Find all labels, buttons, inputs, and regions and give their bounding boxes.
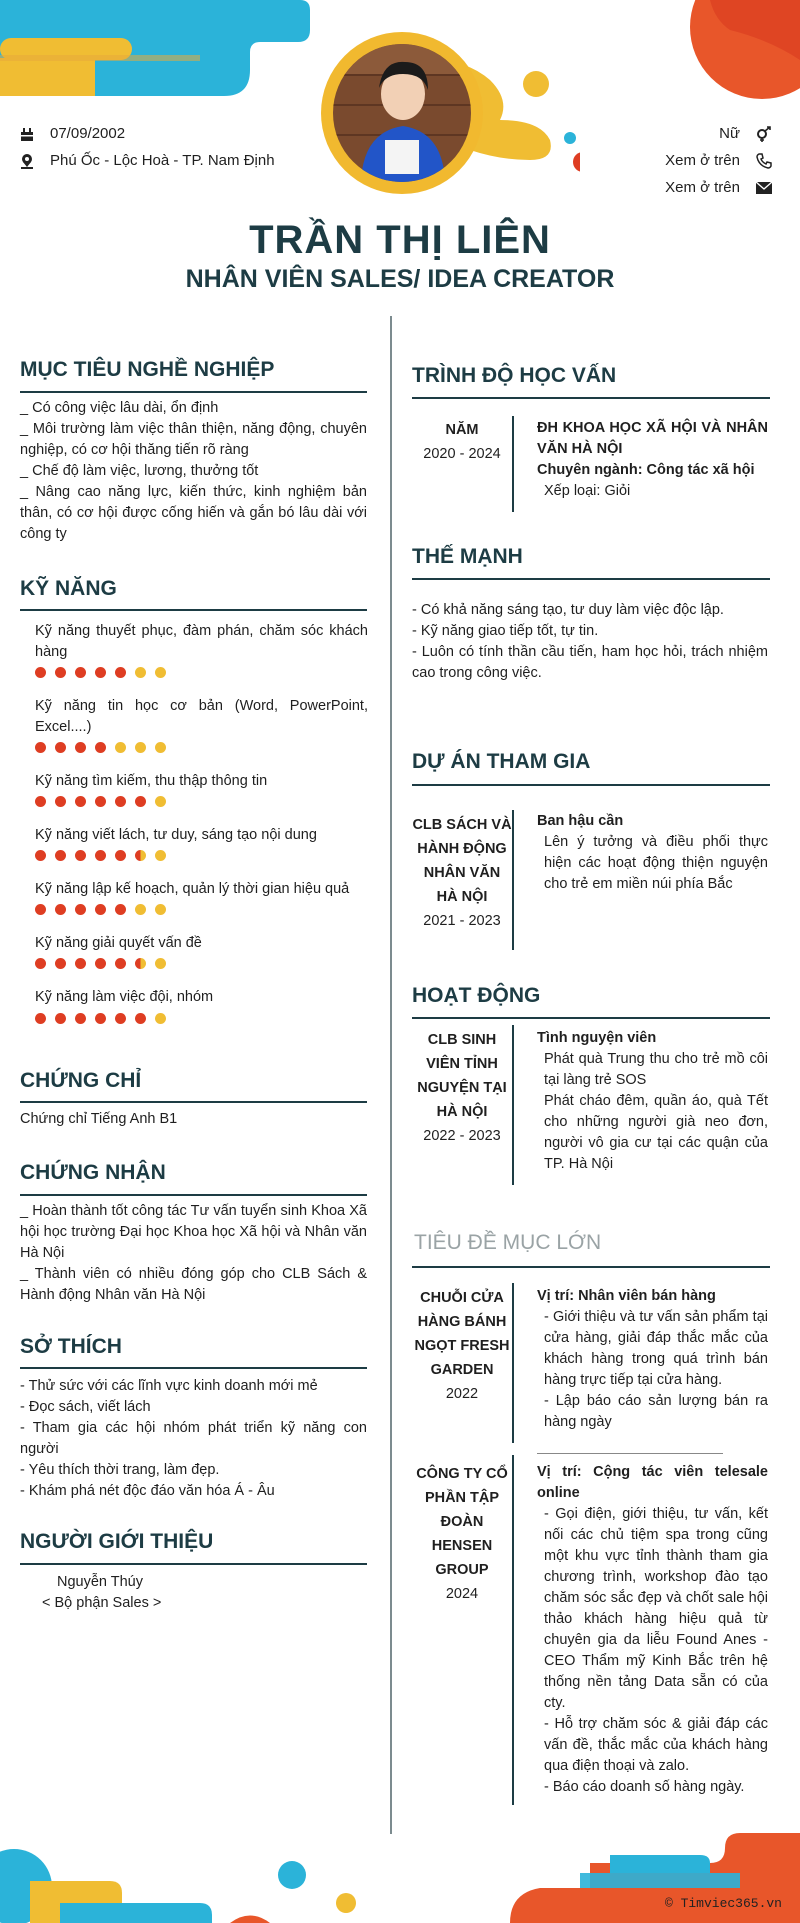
skill-rating-dot — [75, 742, 86, 753]
skill-rating — [35, 904, 166, 915]
certificates-title: CHỨNG CHỈ — [20, 1069, 142, 1092]
calendar-icon — [20, 126, 34, 142]
contact-right — [665, 120, 772, 201]
skill-rating-dot — [55, 958, 66, 969]
education-timeline-bar — [512, 416, 514, 512]
projects-rule — [412, 784, 770, 786]
skill-rating-dot — [55, 667, 66, 678]
skill-rating — [35, 796, 166, 807]
birthday-row — [20, 120, 275, 147]
skill-rating-dot — [155, 742, 166, 753]
activities-left — [412, 1028, 512, 1148]
candidate-role: NHÂN VIÊN SALES/ IDEA CREATOR — [185, 265, 615, 293]
skill-rating-dot — [55, 904, 66, 915]
skill-rating-dot — [135, 667, 146, 678]
job2-desc: - Gọi điện, giới thiệu, tư vấn, kết nối các chủ tiệm spa trong cũng một khu vực tỉnh thành tham gia chương trình, workshop đào tạo chăm sóc sắc đẹp và chốt sale hội thảo khách hàng hiệu quả từ chuyên gia da liễu Found Anes - CEO Thẩm mỹ Kinh Bắc trên hệ thống nền tảng Data sẵn có của cty. - Hỗ trợ chăm sóc & giải đáp các vấn đề, thắc mắc của khách hàng qua điện thoại và zalo. - Báo cáo doanh số hàng ngày. — [544, 1506, 768, 1795]
phone: Xem ở trên — [665, 151, 740, 169]
skill-rating-dot — [115, 850, 126, 861]
bottom-left-decoration — [0, 1833, 380, 1923]
education-details — [537, 418, 768, 502]
job2-org: CÔNG TY CỔ PHẦN TẬP ĐOÀN HENSEN GROUP — [416, 1466, 508, 1578]
activities-rule — [412, 1017, 770, 1019]
job2-position: Vị trí: Cộng tác viên telesale online — [537, 1464, 768, 1501]
skill-rating — [35, 742, 166, 753]
birthday: 07/09/2002 — [50, 124, 126, 142]
activities-org: CLB SINH VIÊN TỈNH NGUYỆN TẠI HÀ NỘI — [417, 1032, 507, 1120]
job1-year: 2022 — [445, 1386, 479, 1402]
activities-timeline-bar — [512, 1025, 514, 1185]
activities-years: 2022 - 2023 — [423, 1128, 501, 1144]
projects-org: CLB SÁCH VÀ HÀNH ĐỘNG NHÂN VĂN HÀ NỘI — [412, 817, 512, 905]
skill-rating-dot — [115, 958, 126, 969]
awards-title: CHỨNG NHẬN — [20, 1161, 166, 1184]
skill-label: Kỹ năng lập kế hoạch, quản lý thời gian hiệu quả — [35, 881, 350, 897]
job1-left — [412, 1286, 512, 1406]
skill-label: Kỹ năng giải quyết vấn đề — [35, 935, 202, 951]
skill-rating-dot — [55, 850, 66, 861]
job1-position: Vị trí: Nhân viên bán hàng — [537, 1288, 716, 1304]
skill-rating-dot — [75, 667, 86, 678]
education-years — [412, 418, 512, 466]
skill-rating-dot — [155, 1013, 166, 1024]
skill-rating-dot — [75, 904, 86, 915]
skill-rating-dot — [95, 904, 106, 915]
experience-title: TIÊU ĐỀ MỤC LỚN — [414, 1231, 602, 1254]
activities-details — [537, 1028, 768, 1175]
activities-title: HOẠT ĐỘNG — [412, 984, 541, 1007]
skill-rating-dot — [75, 958, 86, 969]
skill-rating-dot — [95, 742, 106, 753]
skill-rating-dot — [135, 742, 146, 753]
skill-rating-dot — [115, 667, 126, 678]
skill-rating-dot — [35, 667, 46, 678]
strengths-text: - Có khả năng sáng tạo, tư duy làm việc độc lập. - Kỹ năng giao tiếp tốt, tự tin. - Luôn có tính thần cầu tiến, ham học hỏi, trách nhiệm cao trong công việc. — [412, 602, 768, 681]
skill-rating-dot — [95, 667, 106, 678]
skill-rating-dot — [95, 1013, 106, 1024]
skill-rating-dot — [75, 1013, 86, 1024]
references-title: NGƯỜI GIỚI THIỆU — [20, 1530, 214, 1553]
skill-rating-dot — [55, 742, 66, 753]
projects-title: DỰ ÁN THAM GIA — [412, 750, 591, 773]
skill-rating-dot — [135, 796, 146, 807]
mail-icon — [756, 180, 772, 196]
top-right-decoration — [670, 0, 800, 100]
reference-name: Nguyễn Thúy — [57, 1574, 143, 1590]
skill-rating-dot — [35, 796, 46, 807]
hobbies-text: - Thử sức với các lĩnh vực kinh doanh mới mẻ - Đọc sách, viết lách - Tham gia các hội nhóm phát triển kỹ năng con người - Yêu thích thời trang, làm đẹp. - Khám phá nét độc đáo văn hóa Á - Âu — [20, 1378, 367, 1499]
column-divider — [390, 316, 392, 1834]
job2-year: 2024 — [445, 1586, 479, 1602]
skill-label: Kỹ năng tìm kiếm, thu thập thông tin — [35, 773, 268, 789]
references-rule — [20, 1563, 367, 1565]
skill-rating-dot — [155, 850, 166, 861]
skill-rating-dot — [115, 742, 126, 753]
skill-label: Kỹ năng viết lách, tư duy, sáng tạo nội dung — [35, 827, 317, 843]
education-school: ĐH KHOA HỌC XÃ HỘI VÀ NHÂN VĂN HÀ NỘI — [537, 420, 768, 457]
hobbies-rule — [20, 1367, 367, 1369]
skill-rating-dot — [155, 904, 166, 915]
job2-left — [412, 1462, 512, 1606]
avatar-ring — [321, 32, 483, 194]
skill-rating-dot — [35, 850, 46, 861]
job1-desc: - Giới thiệu và tư vấn sản phẩm tại cửa hàng, giải đáp thắc mắc của khách hàng trong quá trình bán hàng trực tiếp tại cửa hàng. - Lập báo cáo sản lượng bán ra hàng ngày — [544, 1309, 768, 1430]
skill-rating — [35, 958, 166, 969]
experience-rule — [412, 1266, 770, 1268]
projects-details — [537, 811, 768, 895]
skill-rating-dot — [75, 796, 86, 807]
skill-rating-dot — [95, 850, 106, 861]
strengths-rule — [412, 578, 770, 580]
phone-row — [665, 147, 772, 174]
job2-timeline-bar — [512, 1455, 514, 1805]
email-row — [665, 174, 772, 201]
awards-rule — [20, 1194, 367, 1196]
gender-row — [665, 120, 772, 147]
candidate-name: TRẦN THỊ LIÊN — [249, 218, 551, 262]
certificates-rule — [20, 1101, 367, 1103]
skill-rating-dot — [155, 796, 166, 807]
phone-icon — [756, 153, 772, 169]
projects-position: Ban hậu cần — [537, 813, 624, 829]
skills-rule — [20, 609, 367, 611]
education-title: TRÌNH ĐỘ HỌC VẤN — [412, 364, 617, 387]
gender: Nữ — [719, 124, 740, 142]
skill-rating — [35, 667, 166, 678]
projects-desc: Lên ý tưởng và điều phối thực hiện các hoạt động thiện nguyện cho trẻ em miền núi phía Bắc — [544, 834, 768, 892]
email: Xem ở trên — [665, 178, 740, 196]
objective-text: _ Có công việc lâu dài, ổn định _ Môi trường làm việc thân thiện, năng động, chuyên nghiệp, có cơ hội thăng tiến rõ ràng _ Chế độ làm việc, lương, thưởng tốt _ Nâng cao năng lực, kiến thức, kinh nghiệm bản thân, có cơ hội được cống hiến và gắn bó lâu dài với công ty — [20, 400, 367, 542]
education-year-head: NĂM — [445, 422, 479, 438]
job-separator — [537, 1453, 723, 1454]
job1-details — [537, 1286, 768, 1433]
projects-years: 2021 - 2023 — [423, 913, 501, 929]
skill-rating-dot — [95, 796, 106, 807]
objective-rule — [20, 391, 367, 393]
activities-desc: Phát quà Trung thu cho trẻ mồ côi tại làng trẻ SOS Phát cháo đêm, quần áo, quà Tết cho những người già neo đơn, người vô gia cư tại các quận của TP. Hà Nội — [544, 1051, 768, 1172]
skill-rating-dot — [135, 958, 146, 969]
certificates-text: Chứng chỉ Tiếng Anh B1 — [20, 1111, 178, 1127]
gender-icon — [756, 126, 772, 142]
contact-left — [20, 120, 275, 174]
skill-label: Kỹ năng tin học cơ bản (Word, PowerPoint, Excel....) — [35, 698, 368, 735]
skill-rating-dot — [95, 958, 106, 969]
skill-rating-dot — [115, 796, 126, 807]
skill-rating-dot — [135, 850, 146, 861]
skill-label: Kỹ năng thuyết phục, đàm phán, chăm sóc khách hàng — [35, 623, 368, 660]
address: Phú Ốc - Lộc Hoà - TP. Nam Định — [50, 151, 275, 169]
strengths-title: THẾ MẠNH — [412, 545, 523, 568]
avatar-photo — [333, 44, 471, 182]
skill-rating-dot — [115, 904, 126, 915]
skill-rating-dot — [35, 958, 46, 969]
footer-brand: © Timviec365.vn — [664, 1896, 782, 1911]
job1-org: CHUỖI CỬA HÀNG BÁNH NGỌT FRESH GARDEN — [414, 1290, 510, 1378]
skill-label: Kỹ năng làm việc đội, nhóm — [35, 989, 214, 1005]
education-grade: Xếp loại: Giỏi — [544, 483, 631, 499]
skill-rating-dot — [55, 1013, 66, 1024]
top-left-decoration — [0, 0, 310, 100]
job1-timeline-bar — [512, 1283, 514, 1443]
awards-text: _ Hoàn thành tốt công tác Tư vấn tuyển sinh Khoa Xã hội học trường Đại học Khoa học Xã hội và Nhân văn Hà Nội _ Thành viên có nhiều đóng góp cho CLB Sách & Hành động Nhân văn Hà Nội — [20, 1203, 367, 1303]
education-year-range: 2020 - 2024 — [423, 446, 501, 462]
skill-rating — [35, 850, 166, 861]
education-major: Chuyên ngành: Công tác xã hội — [537, 462, 755, 478]
projects-left — [412, 813, 512, 933]
skill-rating — [35, 1013, 166, 1024]
skill-rating-dot — [35, 904, 46, 915]
hobbies-title: SỞ THÍCH — [20, 1335, 122, 1358]
skill-rating-dot — [35, 742, 46, 753]
activities-position: Tình nguyện viên — [537, 1030, 657, 1046]
skill-rating-dot — [115, 1013, 126, 1024]
skills-title: KỸ NĂNG — [20, 577, 117, 600]
education-rule — [412, 397, 770, 399]
skill-rating-dot — [135, 1013, 146, 1024]
skill-rating-dot — [75, 850, 86, 861]
skill-rating-dot — [155, 958, 166, 969]
skill-rating-dot — [35, 1013, 46, 1024]
job2-details — [537, 1462, 768, 1798]
objective-title: MỤC TIÊU NGHỀ NGHIỆP — [20, 358, 275, 381]
reference-dept: < Bộ phận Sales > — [42, 1595, 162, 1611]
projects-timeline-bar — [512, 810, 514, 950]
location-icon — [20, 153, 34, 169]
skill-rating-dot — [55, 796, 66, 807]
address-row — [20, 147, 275, 174]
skill-rating-dot — [155, 667, 166, 678]
skill-rating-dot — [135, 904, 146, 915]
